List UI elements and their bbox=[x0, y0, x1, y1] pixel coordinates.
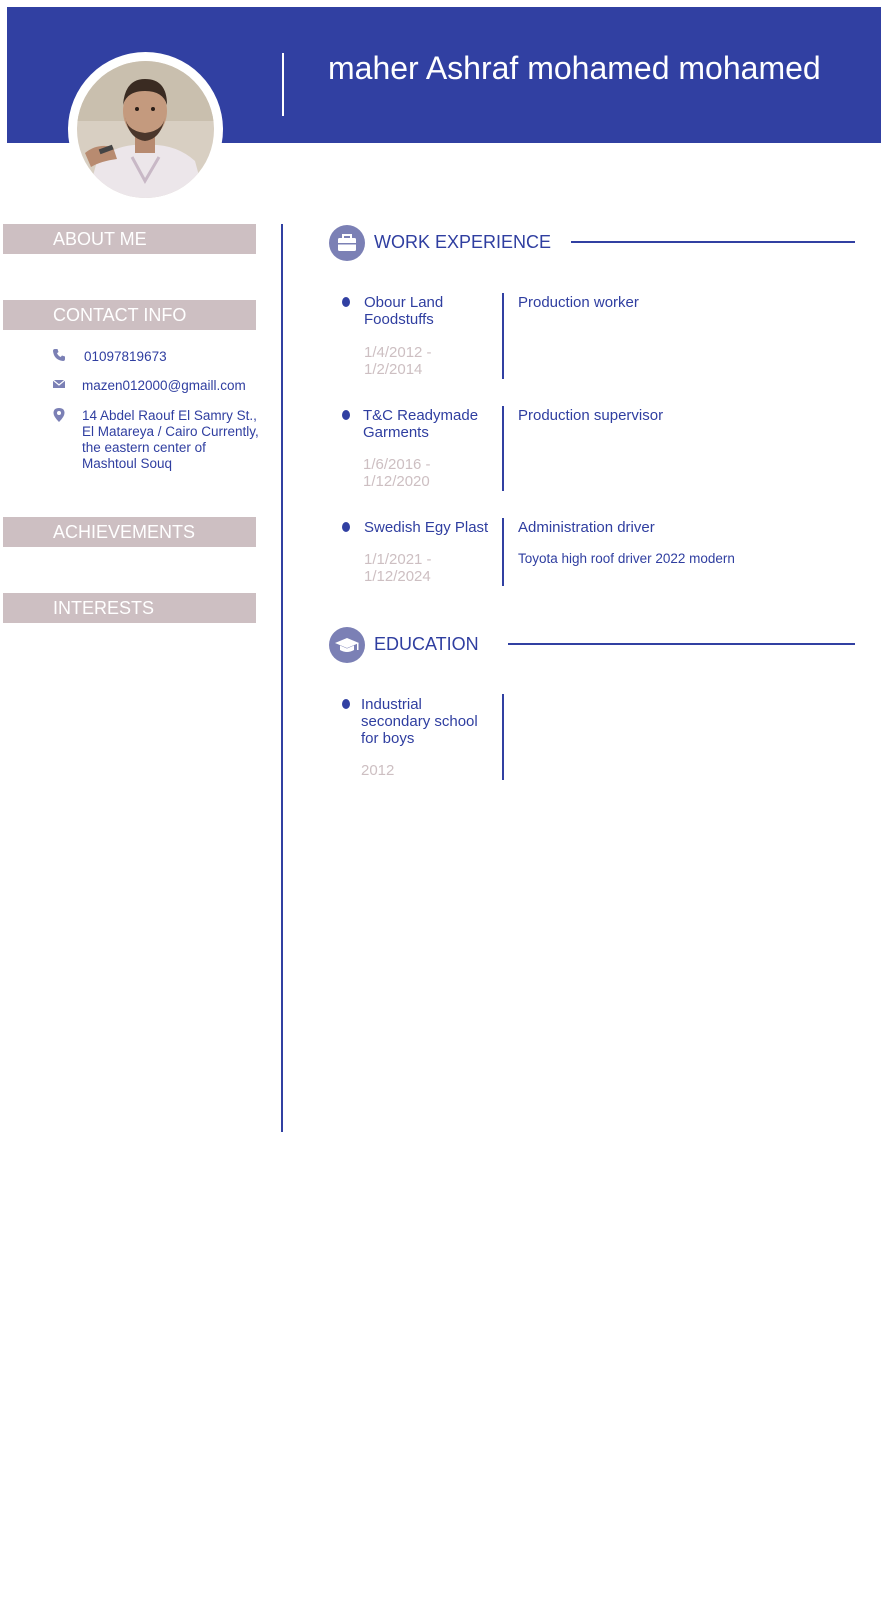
header-divider bbox=[282, 53, 284, 116]
location-pin-icon bbox=[52, 407, 66, 423]
phone-number[interactable]: 01097819673 bbox=[84, 349, 167, 364]
interests-heading: INTERESTS bbox=[3, 593, 256, 623]
entry-bullet bbox=[342, 699, 350, 709]
entry-divider bbox=[502, 694, 504, 780]
job-role: Administration driver bbox=[518, 519, 655, 536]
entry-bullet bbox=[342, 297, 350, 307]
work-experience-title: WORK EXPERIENCE bbox=[374, 232, 552, 252]
entry-divider bbox=[502, 293, 504, 379]
phone-icon bbox=[52, 348, 66, 362]
education-section-rule bbox=[508, 643, 855, 645]
entry-bullet bbox=[342, 410, 350, 420]
email-address[interactable]: mazen012000@gmaill.com bbox=[82, 378, 246, 393]
job-company: Obour Land Foodstuffs bbox=[364, 294, 444, 328]
entry-divider bbox=[502, 518, 504, 586]
entry-bullet bbox=[342, 522, 350, 532]
education-title: EDUCATION bbox=[374, 634, 479, 654]
about-me-heading: ABOUT ME bbox=[3, 224, 256, 254]
job-role: Production worker bbox=[518, 294, 639, 311]
briefcase-icon bbox=[329, 225, 365, 261]
job-dates: 1/1/2021 - 1/12/2024 bbox=[364, 551, 432, 585]
school-year: 2012 bbox=[361, 762, 395, 779]
graduation-cap-icon bbox=[329, 627, 365, 663]
candidate-name: maher Ashraf mohamed mohamed bbox=[328, 50, 821, 86]
entry-divider bbox=[502, 406, 504, 491]
job-role: Production supervisor bbox=[518, 407, 664, 424]
column-divider bbox=[281, 224, 283, 1132]
contact-info-heading: CONTACT INFO bbox=[3, 300, 256, 330]
achievements-heading: ACHIEVEMENTS bbox=[3, 517, 256, 547]
job-company: T&C Readymade Garments bbox=[363, 407, 479, 441]
job-company: Swedish Egy Plast bbox=[364, 519, 489, 536]
home-address: 14 Abdel Raouf El Samry St., El Matareya / Cairo Currently, the eastern center of Mashtoul Souq bbox=[82, 408, 259, 471]
job-description: Toyota high roof driver 2022 modern bbox=[518, 551, 735, 566]
job-dates: 1/6/2016 - 1/12/2020 bbox=[363, 456, 431, 490]
work-section-rule bbox=[571, 241, 855, 243]
profile-photo bbox=[77, 61, 214, 198]
school-name: Industrial secondary school for boys bbox=[361, 696, 478, 747]
envelope-icon bbox=[52, 377, 66, 391]
job-dates: 1/4/2012 - 1/2/2014 bbox=[364, 344, 432, 378]
